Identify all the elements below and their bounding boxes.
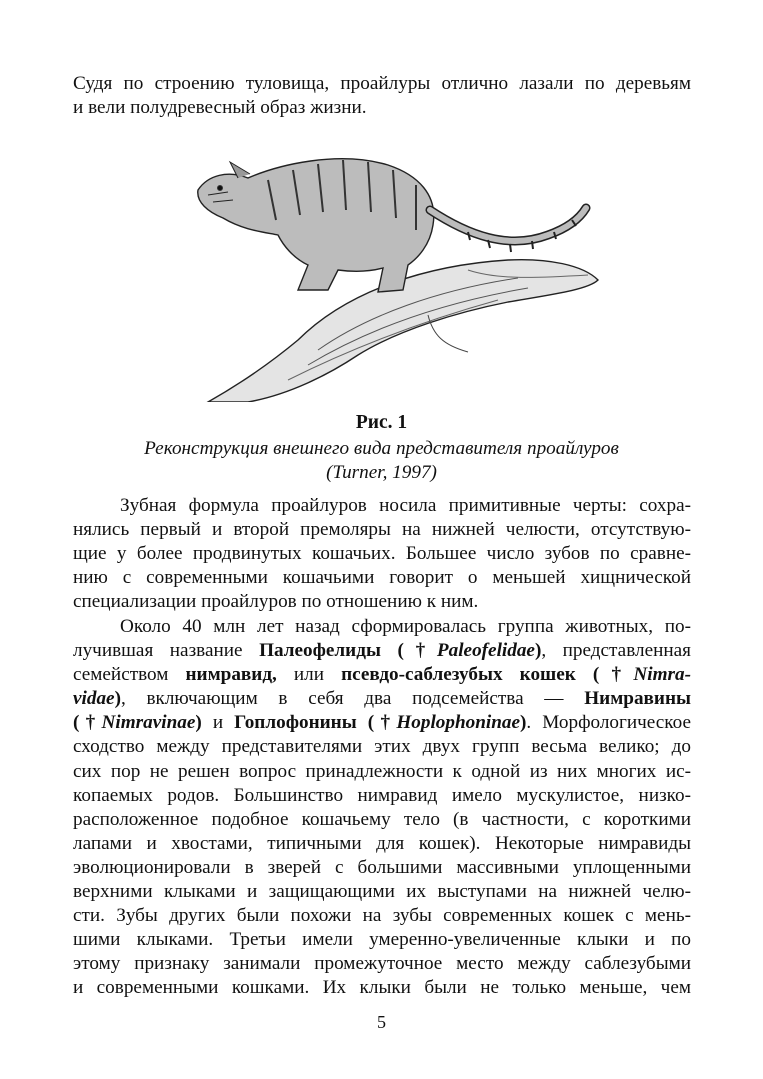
- paragraph-paleofelids: [73, 615, 691, 1001]
- citation-author: Turner: [332, 462, 383, 483]
- paragraph-line: семейством нимравид, или псевдо-саблезубых кошек (†Nimra-: [73, 664, 691, 686]
- paragraph-line: щие у более продвинутых кошачьих. Большее число зубов по сравне-: [73, 543, 691, 565]
- paragraph-line: (†Nimravinae) и Гоплофонины (†Hoplophoninae). Морфологическое: [73, 712, 691, 734]
- paragraph-line: vidae), включающим в себя два подсемейства — Нимравины: [73, 688, 691, 710]
- paragraph-line: и современными кошками. Их клыки были не только меньше, чем: [73, 977, 691, 999]
- paragraph-line: верхними клыками и защищающими их выступами на нижней челю-: [73, 881, 691, 903]
- paragraph-line: нию с современными кошачьими говорит о меньшей хищнической: [73, 567, 691, 589]
- paragraph-dental-formula: [73, 494, 691, 614]
- page-number: 5: [377, 1012, 386, 1032]
- intro-line: Судя по строению туловища, проайлуры отлично лазали по деревьям: [73, 73, 691, 94]
- intro-line: и вели полудревесный образ жизни.: [73, 97, 367, 119]
- citation-year: 1997: [392, 462, 431, 483]
- paragraph-line: сти. Зубы других были похожи на зубы современных кошек с мень-: [73, 905, 691, 927]
- paragraph-line: лучившая название Палеофелиды (†Paleofelidae), представленная: [73, 640, 691, 662]
- paragraph-line: сих пор не решен вопрос принадлежности к одной из них многих ис-: [73, 760, 691, 782]
- paragraph-line: расположенное подобное кошачьему тело (в частности, с короткими: [73, 808, 691, 830]
- paragraph-line: специализации проайлуров по отношению к ним.: [73, 591, 479, 613]
- paragraph-line: лапами и хвостами, типичными для кошек). Некоторые нимравиды: [73, 832, 691, 854]
- paragraph-line: нялись первый и второй премоляры на нижней челюсти, отсутствую-: [73, 519, 691, 541]
- paragraph-line: Зубная формула проайлуров носила примитивные черты: сохра-: [120, 495, 691, 516]
- proailurus-illustration-icon: [168, 140, 600, 402]
- figure-label: Рис. 1: [355, 412, 408, 433]
- paragraph-line: эволюционировали в зверей с большими массивными уплощенными: [73, 856, 691, 878]
- paragraph-line: копаемых родов. Большинство нимравид имело мускулистое, низко-: [73, 784, 691, 806]
- figure-caption: Реконструкция внешнего вида представителя проайлуров: [144, 438, 619, 459]
- paragraph-line: шими клыками. Третьи имели умеренно-увеличенные клыки и по: [73, 929, 691, 951]
- figure-citation: (Turner, 1997): [326, 462, 437, 483]
- intro-paragraph: [73, 72, 691, 120]
- paragraph-line: сходство между представителями этих двух групп весьма велико; до: [73, 736, 691, 758]
- paragraph-line: этому признаку занимали промежуточное место между саблезубыми: [73, 953, 691, 975]
- paragraph-line: Около 40 млн лет назад сформировалась группа животных, по-: [120, 616, 691, 637]
